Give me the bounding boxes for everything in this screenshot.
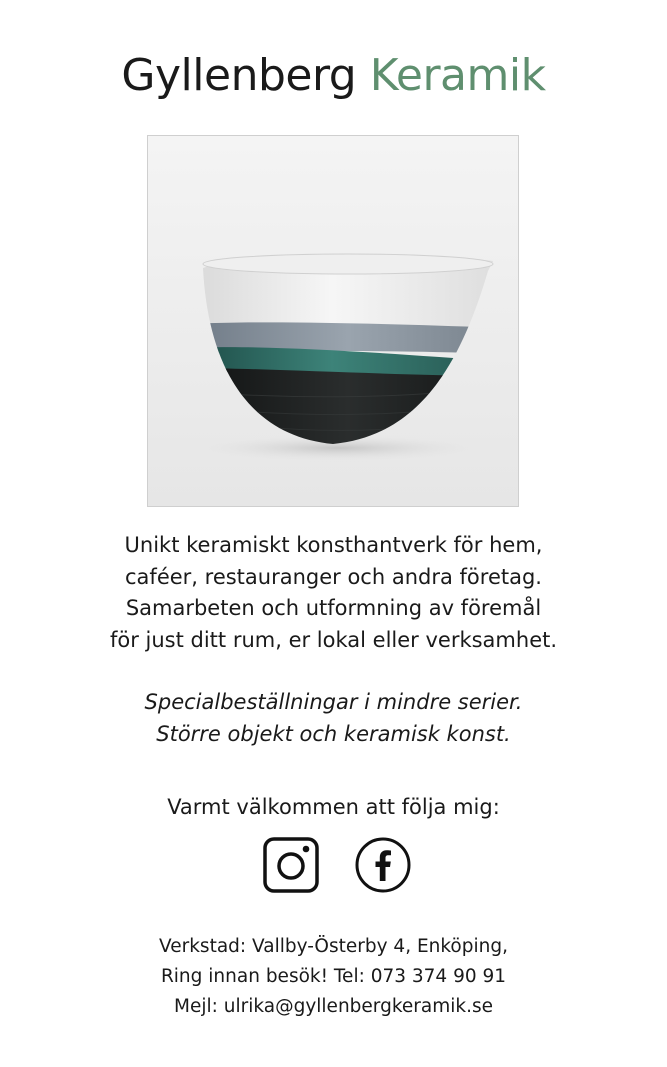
- special-line: Specialbeställningar i mindre serier.: [144, 690, 523, 714]
- special-line: Större objekt och keramisk konst.: [156, 721, 511, 746]
- brand-name-part2: Keramik: [369, 50, 546, 101]
- intro-line: Samarbeten och utformning av föremål: [125, 596, 542, 620]
- intro-text: [0, 530, 667, 656]
- follow-text: Varmt välkommen att följa mig:: [167, 795, 500, 819]
- intro-line: caféer, restauranger och andra företag.: [125, 564, 542, 589]
- facebook-icon: [354, 836, 412, 894]
- facebook-link[interactable]: [354, 836, 412, 894]
- social-links: [0, 836, 667, 896]
- intro-line: Unikt keramiskt konsthantverk för hem,: [124, 533, 543, 557]
- bowl-photo: [147, 135, 519, 507]
- instagram-icon: [262, 836, 320, 894]
- contact-email: Mejl: ulrika@gyllenbergkeramik.se: [174, 996, 493, 1017]
- special-text: [0, 687, 667, 750]
- contact-address: Verkstad: Vallby-Österby 4, Enköping,: [159, 936, 508, 957]
- instagram-link[interactable]: [262, 836, 320, 894]
- contact-phone: Ring innan besök! Tel: 073 374 90 91: [160, 966, 507, 987]
- contact-info: [0, 932, 667, 1022]
- brand-logo: [0, 48, 667, 104]
- ceramic-bowl-icon: [148, 136, 518, 506]
- intro-line: för just ditt rum, er lokal eller verksamhet.: [109, 627, 558, 652]
- brand-name-part1: Gyllenberg: [121, 50, 357, 101]
